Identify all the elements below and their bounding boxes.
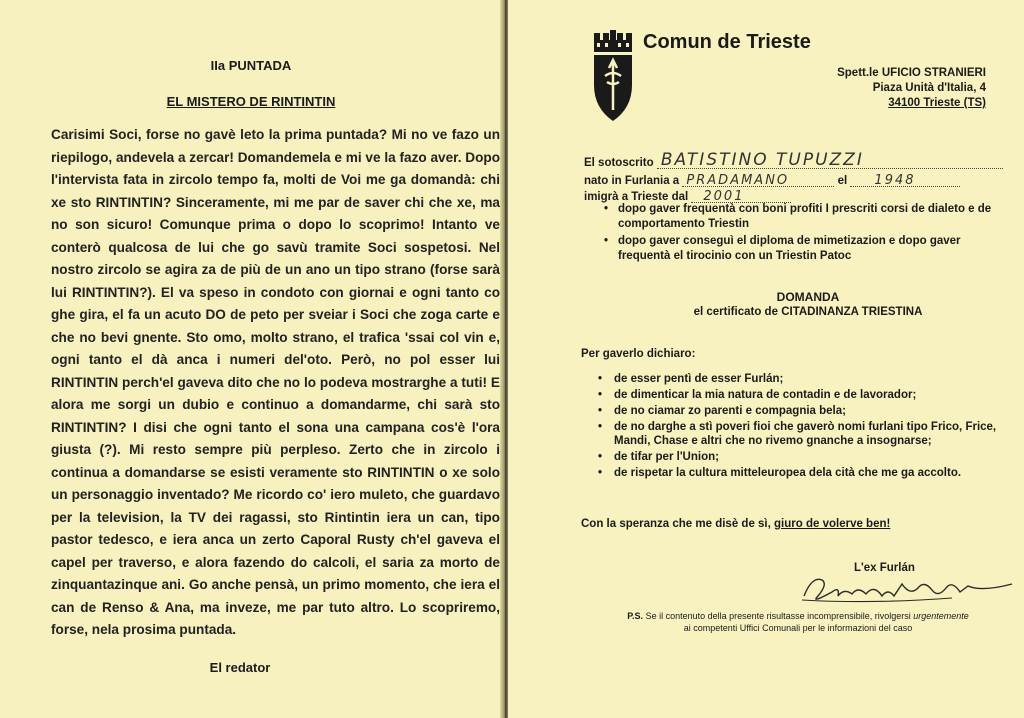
- closing-line: [581, 518, 890, 530]
- address-line-2: Piaza Unità d'Italia, 4: [872, 82, 986, 94]
- ps-text-italic: urgentemente: [913, 611, 969, 621]
- article-body: Carisimi Soci, forse no gavè leto la prima puntada? Mi no ve fazo un riepilogo, andevela a zercar! Domandemela e mi ve la fazo aver. Dopo l'intervista fata in zircolo tempo fa, molti de Voi me ga domandà: chi xe sto RINTINTIN? Sinceramente, mi me par de saver chi che xe, ma no son sicuro! Comunque prima o dopo lo scoprimo! Intanto ve conterò qualcosa de lui che go savù tramite Soci sospetosi. Nel nostro zircolo se agira za de più de un ano un tipo strano (forse sarà lui RINTINTIN?). El va speso in condoto con giornai e ogni tanto co ghe gira, el fa un acuto DO de peto per sveiar i Soci che zoga carte e che no bevi gnente. Sto omo, molto strano, el trafica 'ssai col vin e, ogni tanto el dà anca i numeri del'oto. Però, no pol esser lui RINTINTIN perch'el gaveva dito che no lo podeva mostrarghe a tuti! E alora me sorgi un dubio e continuo a domandarme, chi sarà sto RINTINTIN? I disi che ogni tanto el sona una campana cos'è l'ora giusta (?). Mi resto sempre più perpleso. Zerto che in zircolo i continua a domandarse se esisti veramente sto RINTINTIN o xe solo un personaggio inventado? Me ricordo co' iero muleto, che guardavo per la television, la TV dei ragassi, sto Rintintin iera un can, tipo pastor tedesco, e iera anca un zerto Caporal Rusty ch'el gaveva el capel per traverso, e alora fazendo do calcoli, el saria za morto de zinquantazinque ani. Go anche pensà, un primo momento, che iera el can de Renso & Ana, ma inveze, me par tuto altro. Lo scopriremo, forse, nela prosima puntada.: [51, 127, 500, 637]
- per-gaverlo-heading: Per gaverlo dichiaro:: [581, 348, 696, 360]
- signature-label: L'ex Furlán: [854, 562, 915, 574]
- address-prefix: Spett.le: [837, 67, 879, 79]
- left-page: [0, 0, 502, 718]
- sotoscrito-label: El sotoscrito: [584, 157, 654, 169]
- form-row-birth: [584, 172, 960, 187]
- birth-year-value: 1948: [874, 173, 916, 188]
- comune-title: Comun de Trieste: [643, 31, 811, 53]
- ps-text-1: Se il contenuto della presente risultasse incomprensibile, rivolgersi: [645, 611, 911, 621]
- list-item: • de no darghe a stì poveri fioi che gaverò nomi furlani tipo Frico, Frice, Mandi, Chase e altri che no rivemo gnanche a insognarse;: [598, 420, 998, 448]
- list-item: • de dimenticar la mia natura de contadin e de lavorador;: [598, 388, 998, 402]
- list-item: • de esser pentì de esser Furlán;: [598, 372, 998, 386]
- domanda-subtitle: [508, 306, 1024, 318]
- list-item: • dopo gaver frequentà con boni profiti I prescriti corsi de dialeto e de comportamento Triestin: [604, 202, 1004, 231]
- address-block: [837, 66, 986, 111]
- puntada-heading: IIa PUNTADA: [210, 58, 292, 73]
- domanda-sub-prefix: el certificato de: [693, 306, 778, 318]
- qualifications-list: [604, 202, 1004, 266]
- list-item: • de no ciamar zo parenti e compagnia bela;: [598, 404, 998, 418]
- right-page: [508, 0, 1024, 718]
- list-item: • dopo gaver conseguì el diploma de mimetizazion e dopo gaver frequentà el tirocinio con un Triestin Patoc: [604, 234, 1004, 263]
- domanda-title: DOMANDA: [776, 290, 840, 304]
- list-item: • de tifar per l'Union;: [598, 450, 998, 464]
- name-value: BATISTINO TUPUZZI: [660, 150, 864, 170]
- trieste-coat-of-arms-icon: [591, 30, 635, 122]
- form-row-arrival: [584, 188, 791, 203]
- list-item: • de rispetar la cultura mitteleuropea dela cità che me ga accolto.: [598, 466, 998, 480]
- birth-year-field: [850, 172, 960, 187]
- address-line-1: [837, 66, 986, 81]
- postscript: [578, 610, 1018, 634]
- article-signoff: El redator: [209, 660, 271, 675]
- arrival-year-field: [691, 188, 791, 203]
- address-line-3: 34100 Trieste (TS): [888, 97, 986, 109]
- closing-prefix: Con la speranza che me disè de sì,: [581, 518, 771, 530]
- form-row-name: [584, 150, 1003, 170]
- closing-underlined: giuro de volerve ben!: [774, 518, 891, 530]
- ps-text-2: ai competenti Uffici Comunali per le informazioni del caso: [683, 623, 913, 633]
- birthplace-value: PRADAMANO: [686, 173, 790, 188]
- domanda-sub-bold: CITADINANZA TRIESTINA: [781, 306, 923, 318]
- imigra-label: imigrà a Trieste dal: [584, 191, 689, 203]
- el-label: el: [837, 175, 848, 187]
- nato-label: nato in Furlania a: [584, 175, 680, 187]
- address-office: UFICIO STRANIERI: [881, 67, 986, 79]
- birthplace-field: [682, 172, 834, 187]
- arrival-year-value: 2001: [703, 189, 745, 204]
- name-field: [657, 150, 1003, 170]
- handwritten-signature-icon: [792, 566, 1022, 608]
- ps-label: P.S.: [627, 611, 644, 621]
- article-title: EL MISTERO DE RINTINTIN: [166, 94, 336, 109]
- declarations-list: [598, 372, 998, 482]
